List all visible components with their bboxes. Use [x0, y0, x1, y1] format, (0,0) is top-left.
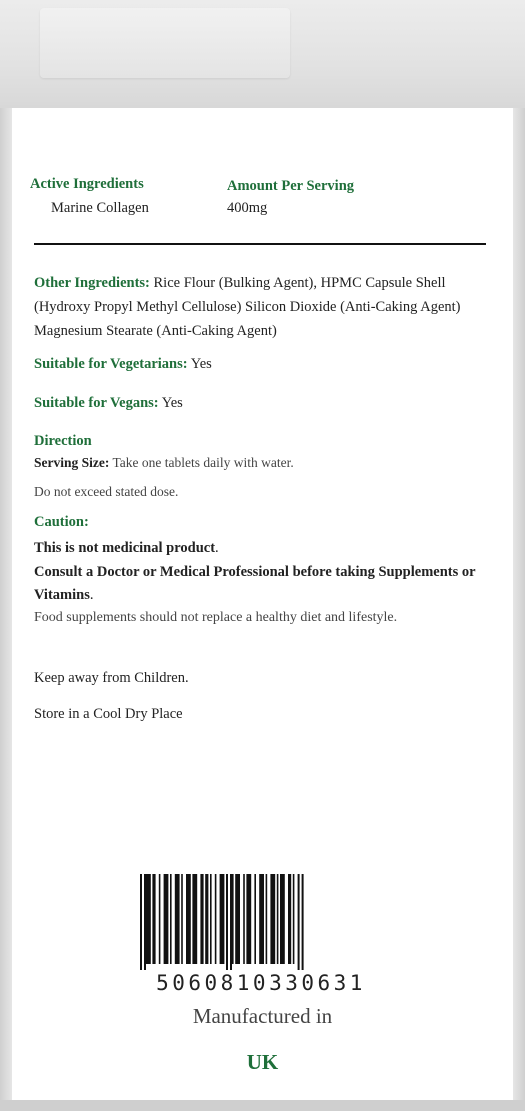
serving-size-line [34, 455, 294, 471]
barcode-bar [170, 874, 172, 964]
pouch-top [0, 0, 525, 108]
other-ingredients-label: Other Ingredients: [34, 275, 150, 291]
barcode-bar [220, 874, 225, 964]
barcode-bar [226, 874, 228, 970]
barcode-bar [140, 874, 142, 970]
barcode-bar [181, 874, 183, 964]
barcode-bar [230, 874, 232, 970]
barcode-bar [266, 874, 268, 964]
barcode-bar [298, 874, 300, 970]
barcode-bar [232, 874, 234, 964]
product-label [12, 108, 513, 1100]
caution-line-1 [34, 540, 219, 557]
caution-line-2 [34, 561, 484, 607]
vegan-line [34, 391, 489, 415]
barcode-bar [277, 874, 279, 964]
barcode-bar [270, 874, 275, 964]
divider [34, 243, 486, 245]
barcode-bar [210, 874, 212, 964]
vegetarian-label: Suitable for Vegetarians: [34, 356, 188, 372]
barcode-bar [280, 874, 285, 964]
caution-heading: Caution: [34, 514, 89, 530]
active-ingredients-header: Active Ingredients [30, 176, 144, 192]
barcode-bar [259, 874, 264, 964]
country-of-manufacture: UK [246, 1050, 279, 1074]
barcode [138, 874, 384, 992]
direction-heading: Direction [34, 433, 92, 449]
barcode-bar [200, 874, 203, 964]
barcode-bar [215, 874, 217, 964]
barcode-bar [254, 874, 256, 964]
manufactured-in: Manufactured in [192, 1004, 333, 1028]
other-ingredients [34, 271, 489, 343]
amount-per-serving-header: Amount Per Serving [227, 178, 355, 194]
store-cool-dry: Store in a Cool Dry Place [34, 706, 183, 722]
barcode-bar [192, 874, 197, 964]
vegan-value: Yes [158, 395, 183, 411]
barcode-bar [164, 874, 169, 964]
caution-line-2-end: . [89, 587, 94, 603]
barcode-bar [144, 874, 146, 970]
barcode-bar [293, 874, 295, 964]
barcode-bar [152, 874, 155, 964]
other-ingredients-text: Rice Flour (Bulking Agent), HPMC Capsule Shell (Hydroxy Propyl Methyl Cellulose) Silicon Dioxide (Anti-Caking Agent) Magnesium Stearate (Anti-Caking Agent) [34, 275, 461, 339]
pouch-edge-left [0, 108, 12, 1111]
vegetarian-line [34, 352, 489, 376]
serving-size-label: Serving Size: [34, 455, 110, 470]
barcode-bar [288, 874, 291, 964]
barcode-number: 5060810330631 [156, 971, 366, 992]
vegan-label: Suitable for Vegans: [34, 395, 159, 411]
barcode-bar [186, 874, 191, 964]
dose-note: Do not exceed stated dose. [34, 484, 179, 499]
caution-line-1-end: . [215, 540, 219, 556]
ingredient-name: Marine Collagen [51, 200, 149, 216]
caution-line-3: Food supplements should not replace a healthy diet and lifestyle. [34, 610, 398, 625]
barcode-bar [243, 874, 245, 964]
barcode-bar [246, 874, 251, 964]
barcode-bar [159, 874, 161, 964]
caution-line-1-bold: This is not medicinal product [34, 540, 216, 556]
barcode-bar [146, 874, 151, 964]
ingredient-amount: 400mg [227, 200, 268, 216]
keep-away-children: Keep away from Children. [34, 670, 189, 686]
serving-size-text: Take one tablets daily with water. [109, 455, 294, 470]
barcode-bar [235, 874, 240, 964]
pouch-edge-bottom [0, 1100, 525, 1111]
barcode-bar [175, 874, 180, 964]
pouch-edge-right [513, 108, 525, 1111]
vegetarian-value: Yes [187, 356, 212, 372]
barcode-bar [302, 874, 304, 970]
barcode-bar [205, 874, 208, 964]
pouch-seal [40, 8, 290, 78]
caution-line-2-bold: Consult a Doctor or Medical Professional before taking Supplements or Vitamins [34, 564, 476, 603]
